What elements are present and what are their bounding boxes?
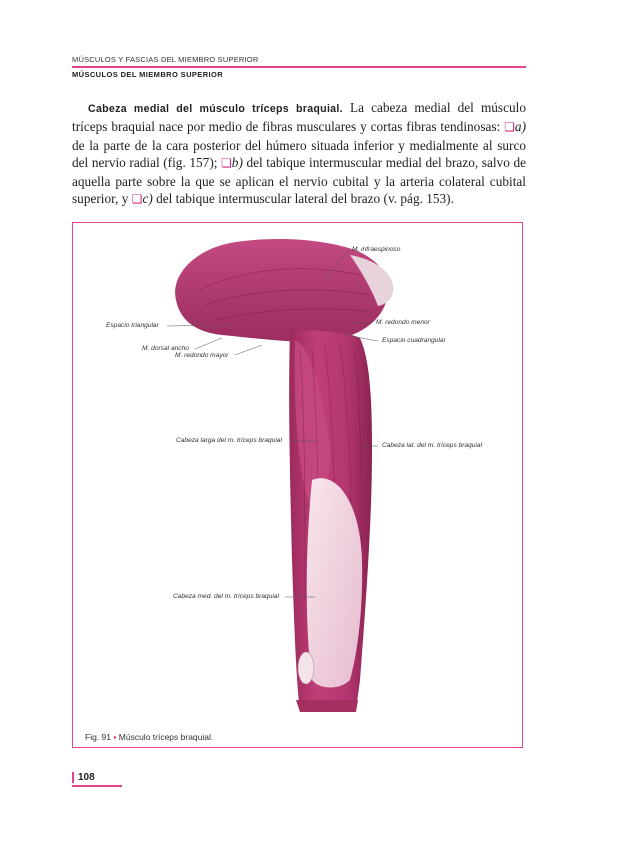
square-icon: ❏ [221, 156, 232, 171]
running-head: MÚSCULOS Y FASCIAS DEL MIEMBRO SUPERIOR [72, 55, 259, 64]
caption-bullet-icon: ▪ [113, 732, 117, 742]
forearm-stub [296, 700, 358, 712]
page-number: 108 [72, 772, 95, 783]
caption-number: Fig. 91 [85, 732, 111, 742]
olecranon [298, 652, 314, 684]
page-number-rule [72, 785, 122, 787]
label-infraspinatus: M. infraespinoso [352, 246, 401, 253]
square-icon: ❏ [504, 120, 515, 135]
figure-caption [85, 732, 213, 742]
square-icon: ❏ [131, 192, 143, 207]
label-teres-minor: M. redondo menor [376, 319, 430, 326]
label-long-head: Cabeza larga del m. tríceps braquial [176, 437, 282, 444]
paragraph-text-4: del tabique intermuscular lateral del brazo (v. pág. 153). [152, 191, 454, 207]
label-triangular-space: Espacio triangular [106, 322, 159, 329]
caption-text: Músculo tríceps braquial. [118, 732, 214, 742]
option-c-letter: c) [142, 191, 153, 207]
paragraph-text-3: del tabique intermuscular medial del brazo, salvo de aquella parte sobre la que se aplican el nervio cubital y la arteria colateral cubital superior, y [72, 155, 526, 207]
section-head: MÚSCULOS DEL MIEMBRO SUPERIOR [72, 70, 224, 79]
label-quadrangular-space: Espacio cuadrangular [382, 337, 446, 344]
paragraph-text-2: de la parte de la cara posterior del húmero situada inferior y medialmente al surco del nervio radial (fig. 157); [72, 137, 526, 171]
label-lateral-head: Cabeza lat. del m. tríceps braquial [382, 442, 483, 449]
paragraph-lead: Cabeza medial del músculo tríceps braquial. [88, 103, 343, 115]
label-teres-major: M. redondo mayor [175, 352, 229, 359]
option-a-letter: a) [514, 119, 526, 135]
paragraph-text-1: La cabeza medial del músculo tríceps braquial nace por medio de fibras musculares y cortas fibras tendinosas: [72, 100, 527, 135]
label-latissimus: M. dorsal ancho [142, 345, 189, 352]
option-b-letter: b) [231, 155, 243, 171]
label-medial-head: Cabeza med. del m. tríceps braquial [173, 593, 279, 600]
